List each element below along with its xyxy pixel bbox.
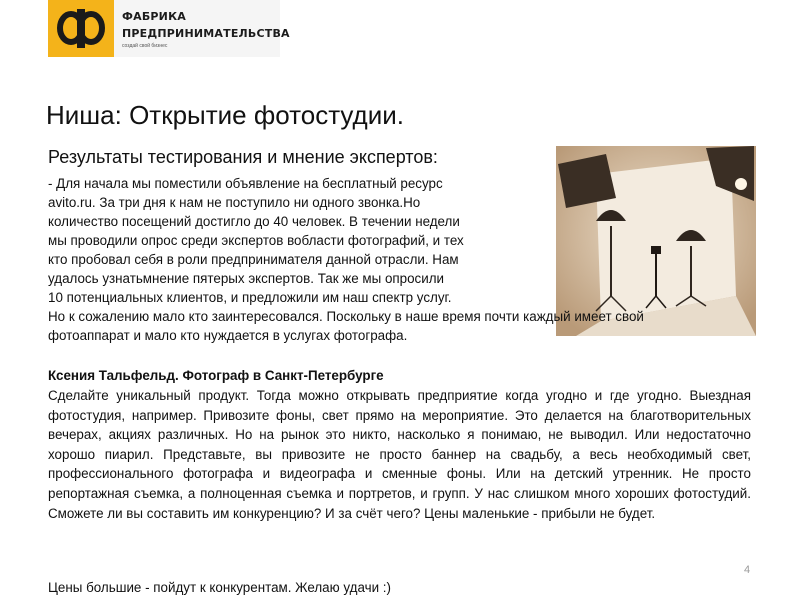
logo-text-line1: ФАБРИКА <box>122 10 186 23</box>
body-text-line: мы проводили опрос среди экспертов вобласти фотографий, и тех <box>48 233 464 248</box>
expert-closing: Цены большие - пойдут к конкурентам. Желаю удачи :) <box>48 580 391 595</box>
logo-text-line2: ПРЕДПРИНИМАТЕЛЬСТВА <box>122 27 290 40</box>
logo-tagline: создай свой бизнес <box>122 43 168 49</box>
body-text-line: 10 потенциальных клиентов, и предложили им наш спектр услуг. <box>48 290 452 305</box>
body-text-line: фотоаппарат и мало кто нуждается в услугах фотографа. <box>48 328 408 343</box>
body-text-line: Но к сожалению мало кто заинтересовался. Поскольку в наше время почти каждый имеет свой <box>48 309 644 324</box>
body-text-line: - Для начала мы поместили объявление на бесплатный ресурс <box>48 176 443 191</box>
slide-title: Ниша: Открытие фотостудии. <box>46 100 404 130</box>
slide-subtitle: Результаты тестирования и мнение экспертов: <box>48 147 438 167</box>
company-logo <box>48 0 290 57</box>
body-text-line: кто пробовал себя в роли предпринимателя данной отрасли. Нам <box>48 252 459 267</box>
body-text-line: avito.ru. За три дня к нам не поступило ни одного звонка.Но <box>48 195 421 210</box>
expert-name: Ксения Тальфельд. Фотограф в Санкт-Петербурге <box>48 368 384 383</box>
body-text-line: количество посещений достигло до 40 человек. В течении недели <box>48 214 460 229</box>
expert-quote: Сделайте уникальный продукт. Тогда можно открывать предприятие когда угодно и где угодно. Выездная фотостудия, например. Привозите фоны, свет прямо на мероприятие. Это делается на благотворительных вечерах, акциях различных. Но на рынок это никто, насколько я понимаю, не выводил. Или недостаточно хорошо пиарил. Представьте, вы привозите не просто баннер на свадьбу, а весь необходимый свет, профессионального фотографа и видеографа и сменные фоны. Или на детский утренник. Не просто репортажная съемка, а полноценная съемка и портретов, и групп. У нас слишком много хороших фотостудий. Сможете ли вы составить им конкуренцию? И за счёт чего? Цены маленькие - прибыли не будет. <box>48 388 751 521</box>
body-text-line: удалось узнатьмнение пятерых экспертов. Так же мы опросили <box>48 271 445 286</box>
page-number: 4 <box>744 564 751 576</box>
logo-mark-icon <box>48 0 114 57</box>
